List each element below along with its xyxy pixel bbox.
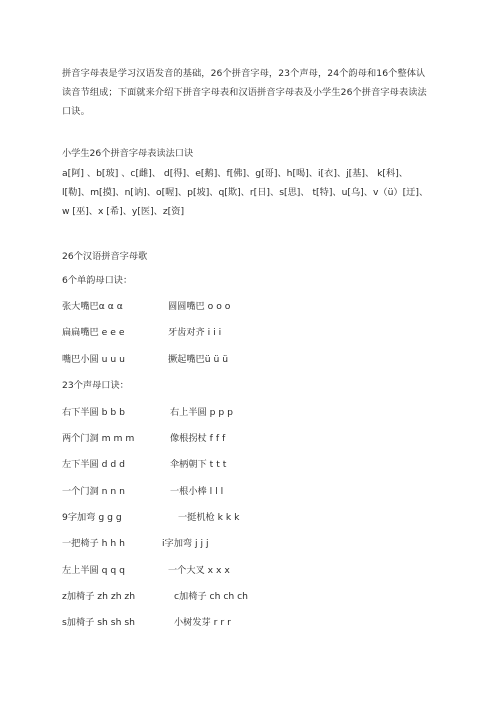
consonant-right: 一根小棒 l l l <box>170 486 224 497</box>
intro-paragraph: 拼音字母表是学习汉语发音的基础，26个拼音字母，23个声母，24个韵母和16个整体认读音节组成；下面就来介绍下拼音字母表和汉语拼音字母表及小学生26个拼音字母表读法口诀。 <box>62 68 427 117</box>
consonant-row <box>62 404 234 418</box>
vowel-left: 张大嘴巴α α α <box>62 301 123 312</box>
heading-consonants: 23个声母口诀： <box>62 380 129 391</box>
consonant-right: 伞柄朝下 t t t <box>170 459 227 470</box>
vowel-left: 扁扁嘴巴 e e e <box>62 327 125 338</box>
heading-alphabet-song: 26个汉语拼音字母歌 <box>62 251 148 262</box>
consonant-row <box>62 588 248 602</box>
consonant-row <box>62 483 224 497</box>
consonant-right: 小树发芽 r r r <box>174 617 231 628</box>
vowel-row <box>62 298 231 312</box>
consonant-row <box>62 535 209 549</box>
consonant-left: 左上半圆 q q q <box>62 565 126 576</box>
consonant-left: 左下半圆 d d d <box>62 459 126 470</box>
letters-pronunciation-list: a[阿] 、b[玻] 、c[雌]、 d[得]、e[鹅]、f[佛]、g[哥]、h[喝]、i[衣]、j[基]、 k[科]、l[勒]、m[摸]、n[讷]、o[喔]、p[坡]、q[欺]、r[日]、s[思]、 t[特]、u[乌]、v（ü）[迂]、w [巫]、x [希]、y[医]、z[资] <box>62 168 429 217</box>
consonant-row <box>62 430 226 444</box>
consonant-right: i字加弯 j j j <box>162 538 209 549</box>
vowel-row <box>62 324 222 338</box>
consonant-right: 像根拐杖 f f f <box>170 433 226 444</box>
consonant-right: 一挺机枪 k k k <box>178 512 240 523</box>
consonant-row <box>62 509 240 523</box>
vowel-left: 嘴巴小圆 u u u <box>62 354 125 365</box>
consonant-left: 两个门洞 m m m <box>62 433 135 444</box>
heading-vowels: 6个单韵母口诀： <box>62 275 133 286</box>
vowel-row <box>62 351 229 365</box>
consonant-row <box>62 614 231 628</box>
consonant-left: 右下半圆 b b b <box>62 407 126 418</box>
consonant-right: 一个大叉 x x x <box>168 565 230 576</box>
vowel-right: 牙齿对齐 i i i <box>168 327 222 338</box>
consonant-right: 右上半圆 p p p <box>170 407 234 418</box>
heading-reading-rhyme: 小学生26个拼音字母表读法口诀 <box>62 148 194 159</box>
vowel-right: 撅起嘴巴ü ü ü <box>168 354 229 365</box>
consonant-left: z加椅子 zh zh zh <box>62 591 136 602</box>
consonant-left: s加椅子 sh sh sh <box>62 617 135 628</box>
vowel-right: 圆圆嘴巴 o o o <box>168 301 231 312</box>
consonant-right: c加椅子 ch ch ch <box>174 591 248 602</box>
consonant-left: 一把椅子 h h h <box>62 538 125 549</box>
consonant-row <box>62 562 230 576</box>
consonant-left: 9字加弯 g g g <box>62 512 122 523</box>
consonant-row <box>62 456 227 470</box>
consonant-left: 一个门洞 n n n <box>62 486 125 497</box>
